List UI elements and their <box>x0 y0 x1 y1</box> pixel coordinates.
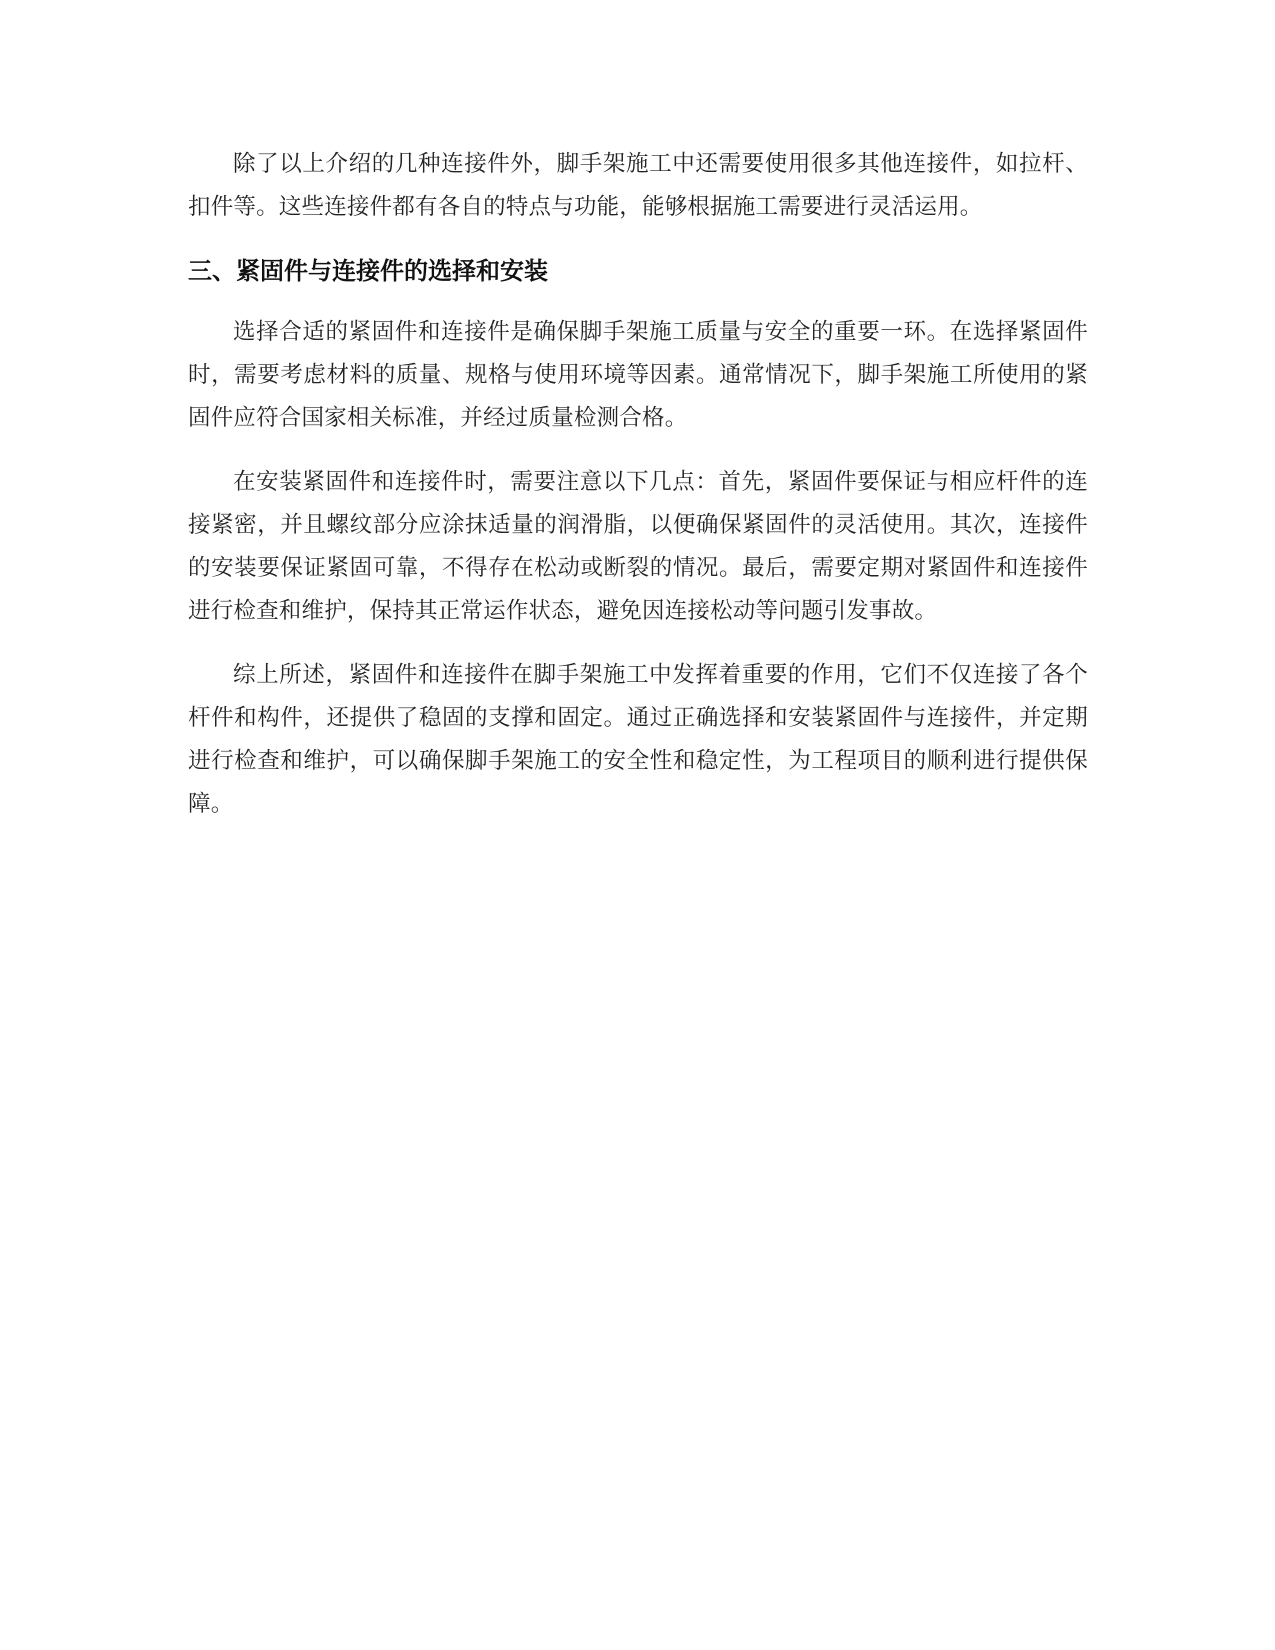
section-heading: 三、紧固件与连接件的选择和安装 <box>188 257 548 285</box>
document-body <box>188 143 1088 847</box>
paragraph-summary: 综上所述，紧固件和连接件在脚手架施工中发挥着重要的作用，它们不仅连接了各个杆件和构件，还提供了稳固的支撑和固定。通过正确选择和安装紧固件与连接件，并定期进行检查和维护，可以确保脚手架施工的安全性和稳定性，为工程项目的顺利进行提供保障。 <box>188 662 1088 817</box>
paragraph-selection: 选择合适的紧固件和连接件是确保脚手架施工质量与安全的重要一环。在选择紧固件时，需要考虑材料的质量、规格与使用环境等因素。通常情况下，脚手架施工所使用的紧固件应符合国家相关标准，并经过质量检测合格。 <box>188 319 1088 431</box>
paragraph-other-connectors: 除了以上介绍的几种连接件外，脚手架施工中还需要使用很多其他连接件，如拉杆、扣件等。这些连接件都有各自的特点与功能，能够根据施工需要进行灵活运用。 <box>188 151 1088 220</box>
paragraph-installation: 在安装紧固件和连接件时，需要注意以下几点：首先，紧固件要保证与相应杆件的连接紧密，并且螺纹部分应涂抹适量的润滑脂，以便确保紧固件的灵活使用。其次，连接件的安装要保证紧固可靠，不得存在松动或断裂的情况。最后，需要定期对紧固件和连接件进行检查和维护，保持其正常运作状态，避免因连接松动等问题引发事故。 <box>188 469 1088 624</box>
